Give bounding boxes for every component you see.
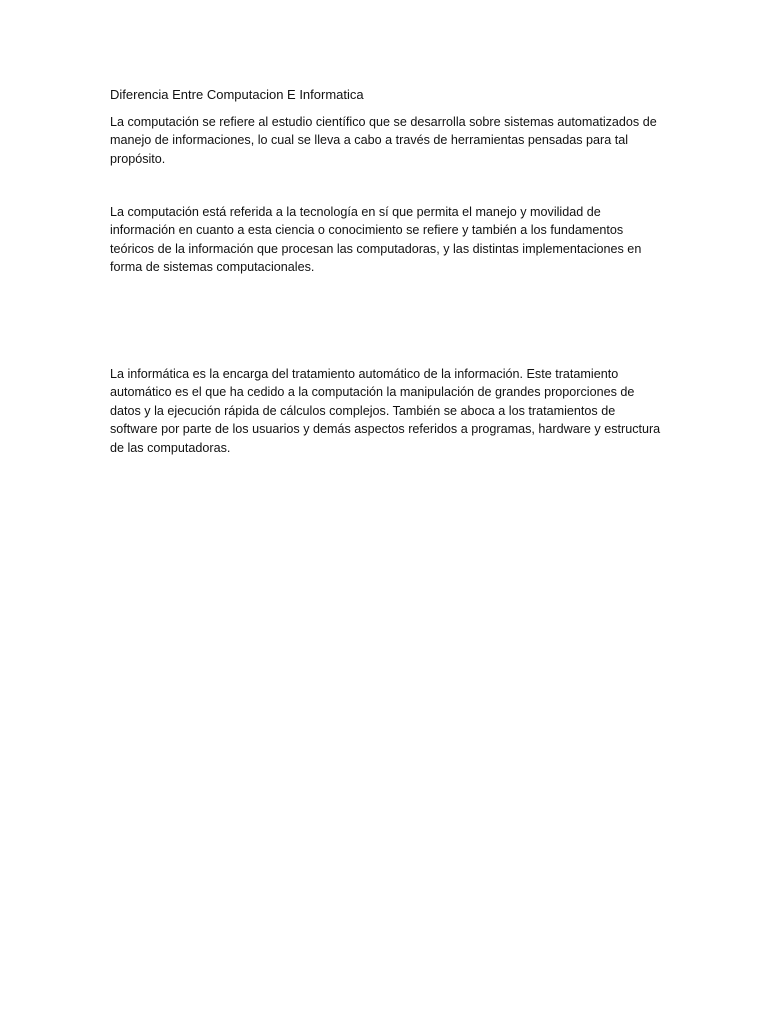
paragraph-computacion-tecnologia: La computación está referida a la tecnología en sí que permita el manejo y movilidad de información en cuanto a esta ciencia o conocimiento se refiere y también a los fundamentos teóricos de la información que procesan las computadoras, y las distintas implementaciones en forma de sistemas computacionales. <box>110 205 642 275</box>
paragraph-computacion-definicion: La computación se refiere al estudio científico que se desarrolla sobre sistemas automatizados de manejo de informaciones, lo cual se lleva a cabo a través de herramientas pensadas para tal propósito. <box>110 115 657 166</box>
paragraph-informatica-definicion: La informática es la encarga del tratamiento automático de la información. Este tratamiento automático es el que ha cedido a la computación la manipulación de grandes proporciones de datos y la ejecución rápida de cálculos complejos. También se aboca a los tratamientos de software por parte de los usuarios y demás aspectos referidos a programas, hardware y estructura de las computadoras. <box>110 367 661 455</box>
document-title: Diferencia Entre Computacion E Informatica <box>110 87 364 102</box>
